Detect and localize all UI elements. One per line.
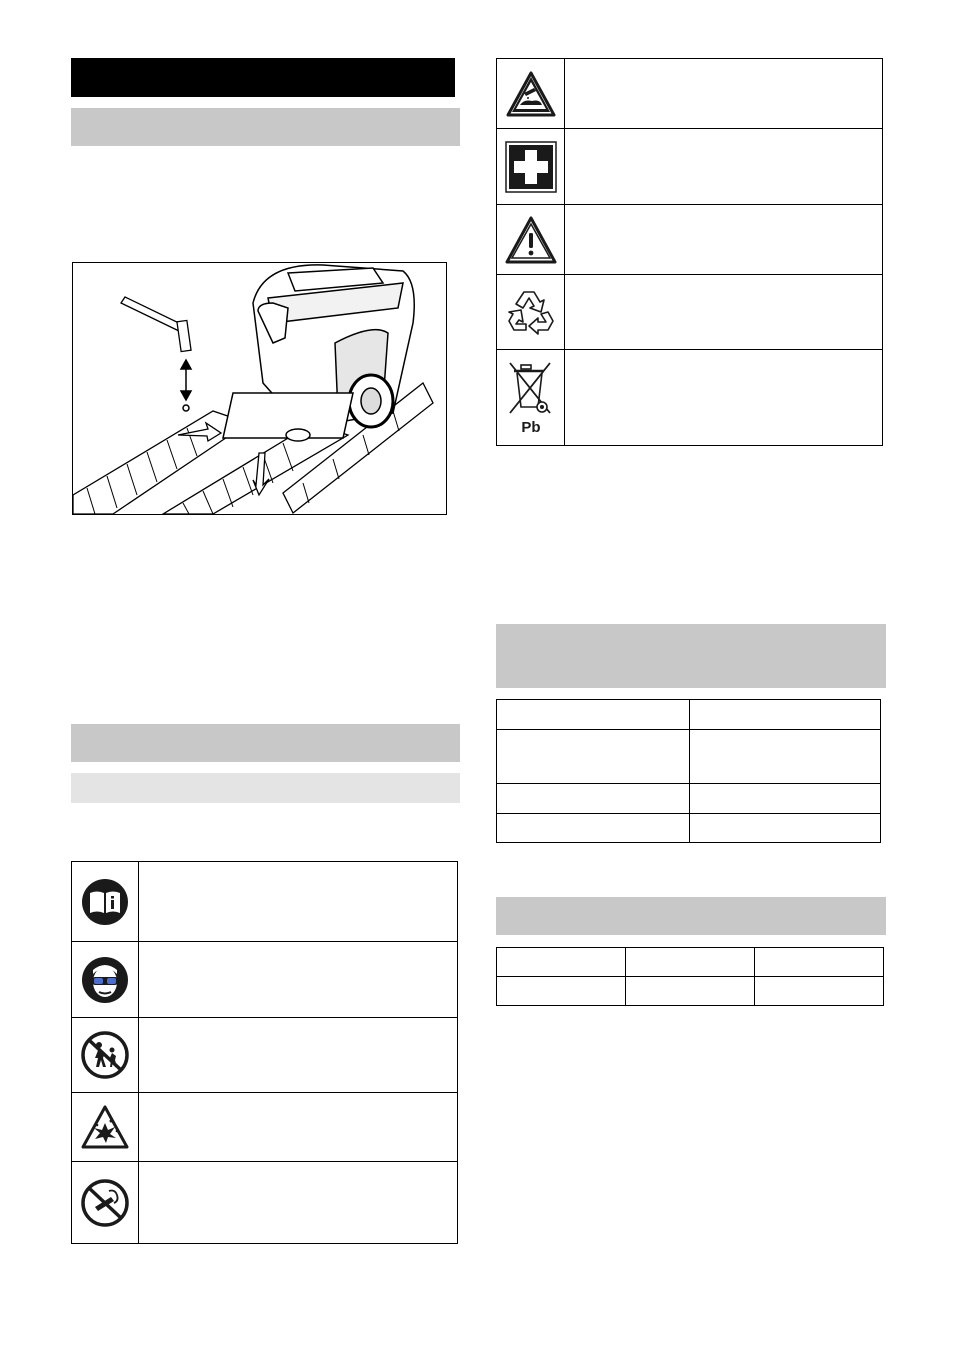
subsection-header-bar-symbols xyxy=(71,773,460,803)
table-row xyxy=(497,275,883,350)
table-row xyxy=(497,59,883,129)
table-row xyxy=(497,948,884,977)
table-cell xyxy=(497,814,690,843)
bin-chemical-label: Pb xyxy=(520,418,541,436)
explosion-hazard-icon xyxy=(81,1105,129,1149)
table-row xyxy=(72,942,458,1018)
section-header-bar-unpacking xyxy=(71,108,460,146)
symbol-description xyxy=(139,862,458,942)
section-header-bar-safety xyxy=(71,724,460,762)
icon-cell xyxy=(497,205,565,275)
eye-protection-icon xyxy=(81,956,129,1004)
table-row xyxy=(497,730,881,784)
table-row xyxy=(497,977,884,1006)
table-cell xyxy=(690,700,881,730)
no-smoking-icon xyxy=(81,1179,129,1227)
icon-cell xyxy=(497,129,565,205)
symbol-description xyxy=(565,129,883,205)
table-cell xyxy=(690,784,881,814)
crossed-bin-pb-icon xyxy=(506,359,556,437)
unpacking-figure xyxy=(72,262,447,515)
symbol-description xyxy=(139,1018,458,1093)
safety-symbols-table-left xyxy=(71,861,458,1244)
symbol-description xyxy=(139,1162,458,1244)
table-cell xyxy=(497,784,690,814)
table-cell xyxy=(497,948,626,977)
table-cell xyxy=(755,948,884,977)
icon-cell xyxy=(72,942,139,1018)
table-cell xyxy=(497,977,626,1006)
table-cell xyxy=(626,948,755,977)
table-row xyxy=(72,1093,458,1162)
section-header-bar-specs xyxy=(496,897,886,935)
table-cell xyxy=(690,730,881,784)
table-cell xyxy=(690,814,881,843)
corrosive-hazard-icon xyxy=(506,71,556,117)
icon-cell xyxy=(497,275,565,350)
table-cell xyxy=(755,977,884,1006)
info-table xyxy=(496,699,881,843)
icon-cell xyxy=(72,1018,139,1093)
icon-cell xyxy=(497,350,565,446)
general-warning-icon xyxy=(505,216,557,264)
table-row xyxy=(497,350,883,446)
table-cell xyxy=(626,977,755,1006)
safety-symbols-table-right xyxy=(496,58,883,446)
icon-cell xyxy=(72,1093,139,1162)
spec-table xyxy=(496,947,884,1006)
icon-cell xyxy=(72,1162,139,1244)
symbol-description xyxy=(565,205,883,275)
icon-cell xyxy=(497,59,565,129)
icon-cell xyxy=(72,862,139,942)
table-row xyxy=(497,205,883,275)
symbol-description xyxy=(565,275,883,350)
table-row xyxy=(72,862,458,942)
table-row xyxy=(497,814,881,843)
table-cell xyxy=(497,700,690,730)
table-row xyxy=(497,129,883,205)
table-row xyxy=(497,784,881,814)
recycle-icon xyxy=(504,286,558,338)
symbol-description xyxy=(139,1093,458,1162)
table-row xyxy=(72,1018,458,1093)
chapter-header-bar xyxy=(71,58,455,97)
first-aid-icon xyxy=(505,141,557,193)
table-cell xyxy=(497,730,690,784)
read-manual-icon xyxy=(81,878,129,926)
table-row xyxy=(72,1162,458,1244)
symbol-description xyxy=(565,350,883,446)
machine-on-pallet-illustration xyxy=(73,263,446,514)
symbol-description xyxy=(565,59,883,129)
section-header-bar-scope xyxy=(496,624,886,688)
table-row xyxy=(497,700,881,730)
symbol-description xyxy=(139,942,458,1018)
keep-children-away-icon xyxy=(81,1031,129,1079)
